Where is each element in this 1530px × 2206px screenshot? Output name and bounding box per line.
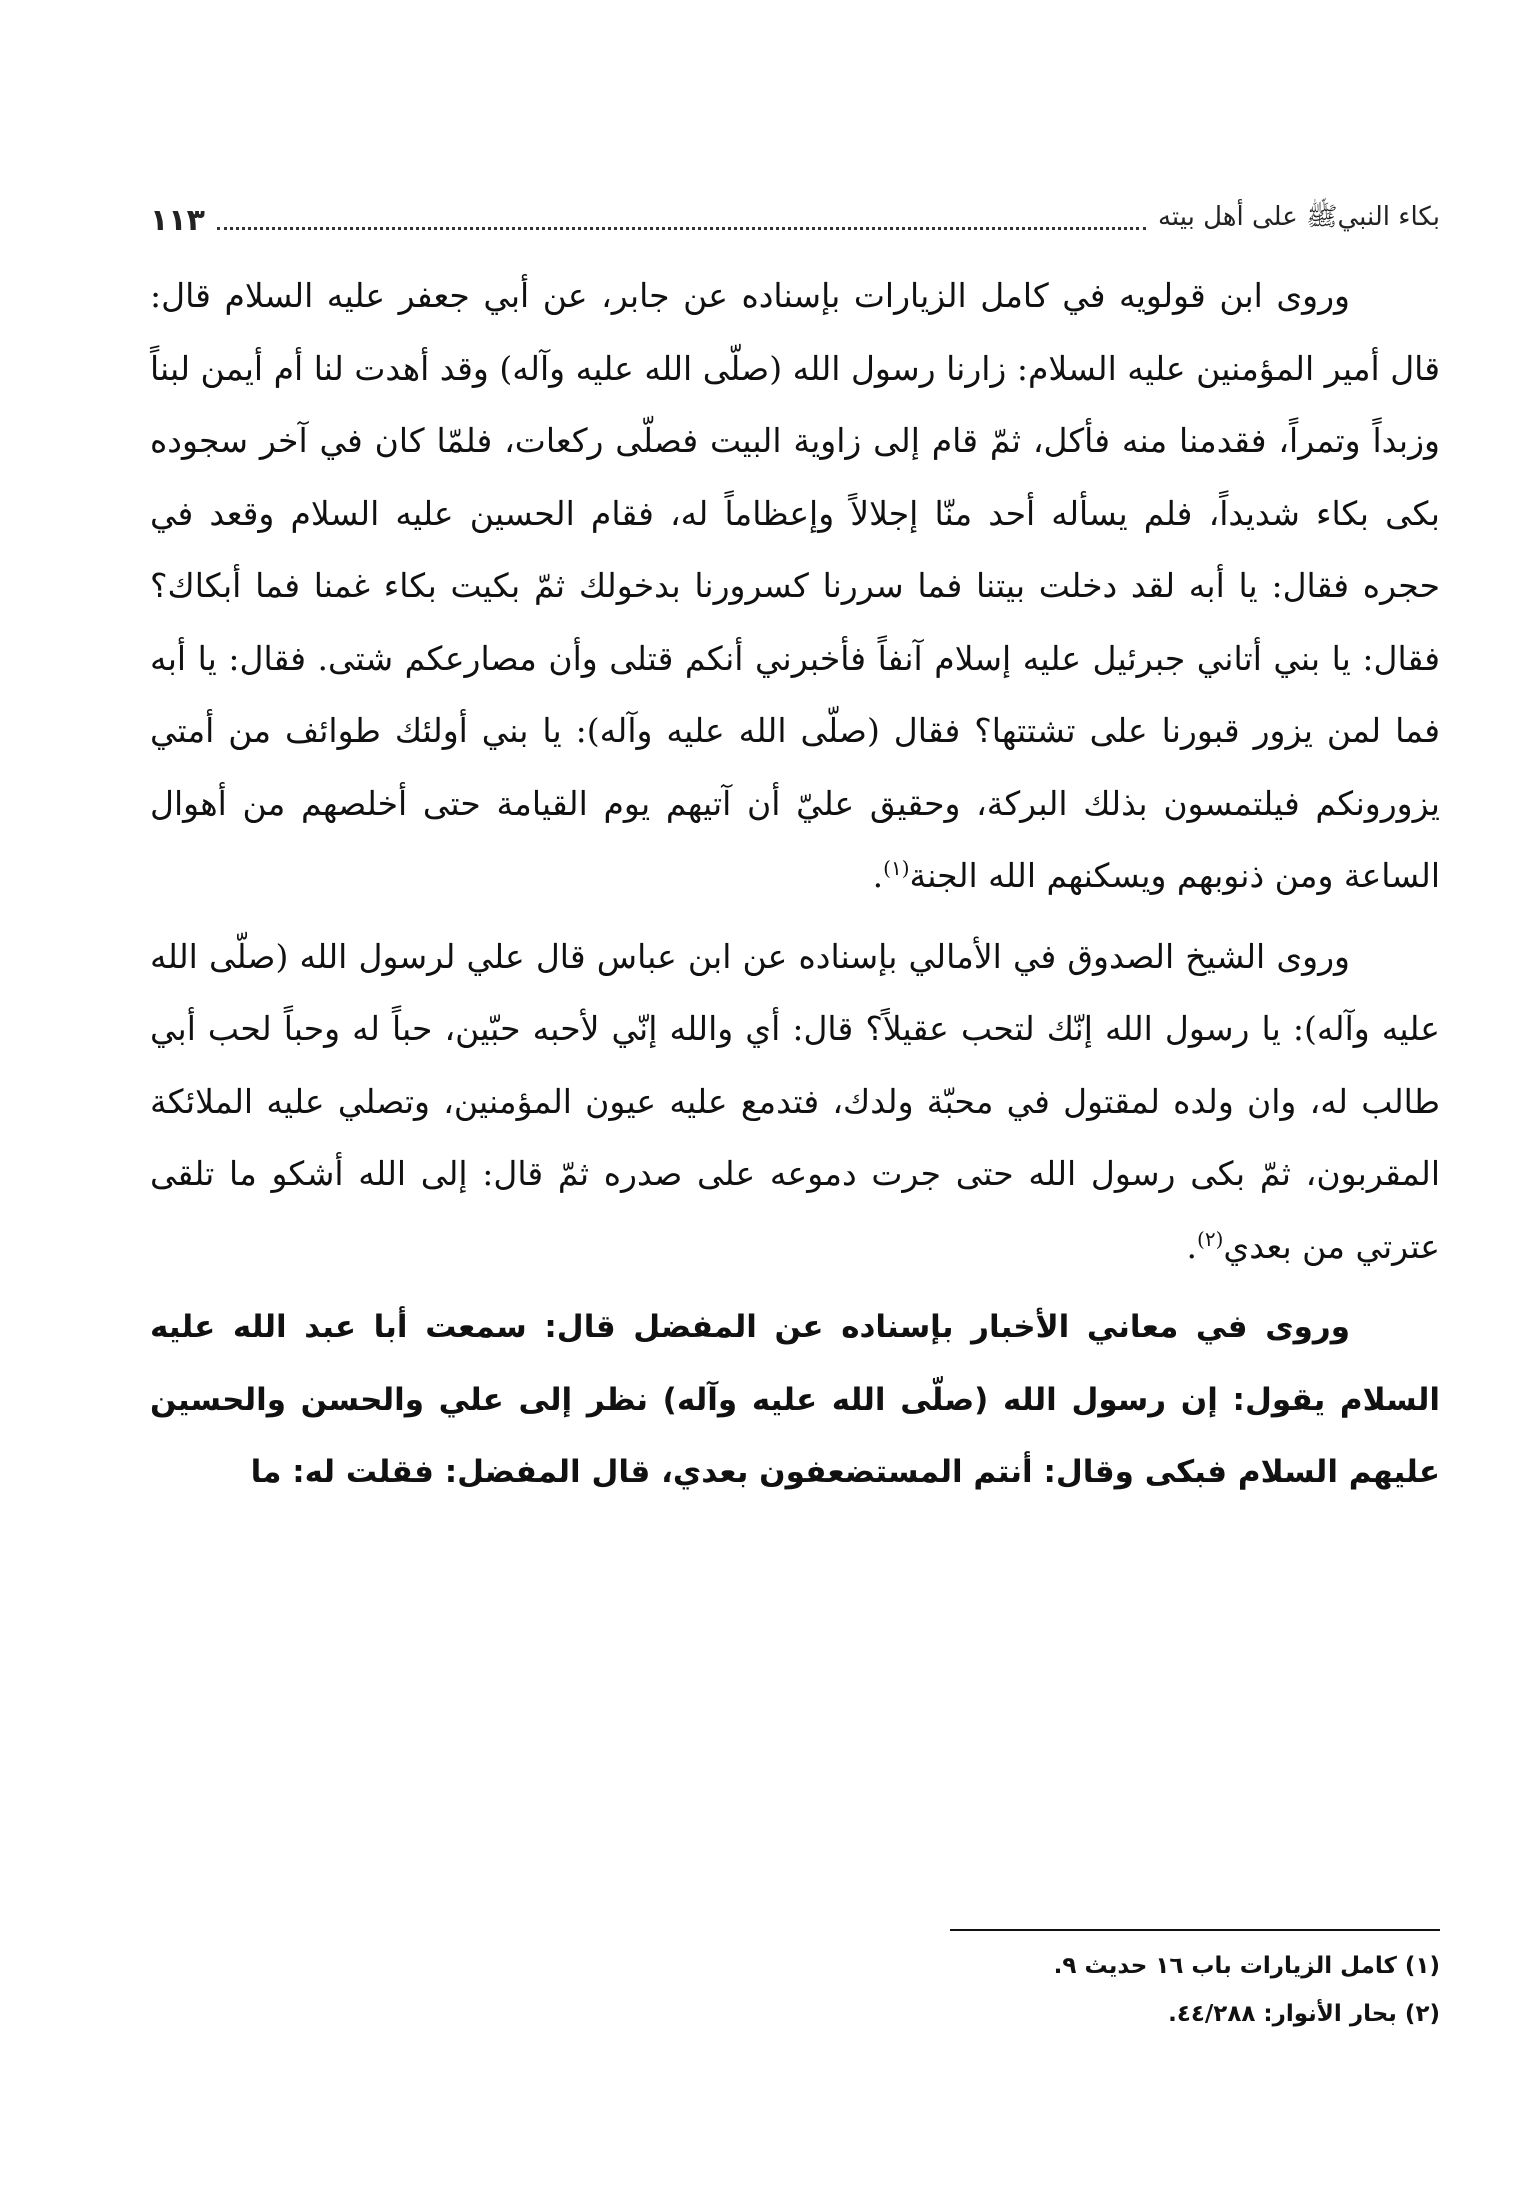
- footnote-2: (٢) بحار الأنوار: ٤٤/٢٨٨.: [1168, 2001, 1440, 2027]
- page-number: ١١٣: [150, 203, 205, 238]
- header-dot-leader: [217, 227, 1146, 230]
- footnote-divider: [950, 1929, 1440, 1931]
- book-page: [150, 150, 1440, 2130]
- paragraph-3: [150, 1291, 1440, 1509]
- footnote-ref-1: (١): [883, 856, 910, 880]
- header-title: بكاء النبيﷺ على أهل بيته: [1157, 202, 1440, 232]
- footnote-ref-2: (٢): [1197, 1226, 1224, 1251]
- footnotes: [150, 1942, 1440, 2038]
- paragraph-3-text: وروى في معاني الأخبار بإسناده عن المفضل قال: سمعت أبا عبد الله عليه السلام يقول: إن رسول الله (صلّى الله عليه وآله) نظر إلى علي والحسن والحسين عليهم السلام فبكى وقال: أنتم المستضعفون بعدي، قال المفضل: فقلت له: ما: [150, 1309, 1440, 1490]
- body-text: [150, 260, 1440, 1517]
- paragraph-1-text: وروى ابن قولويه في كامل الزيارات بإسناده عن جابر، عن أبي جعفر عليه السلام قال: قال أمير المؤمنين عليه السلام: زارنا رسول الله (صلّى الله عليه وآله) وقد أهدت لنا أم أيمن لبناً وزبداً وتمراً، فقدمنا منه فأكل، ثمّ قام إلى زاوية البيت فصلّى ركعات، فلمّا كان في آخر سجوده بكى بكاء شديداً، فلم يسأله أحد منّا إجلالاً وإعظاماً له، فقام الحسين عليه السلام وقعد في حجره فقال: يا أبه لقد دخلت بيتنا فما سررنا كسرورنا بدخولك ثمّ بكيت بكاء غمنا فما أبكاك؟ فقال: يا بني أتاني جبرئيل عليه إسلام آنفاً فأخبرني أنكم قتلى وأن مصارعكم شتى. فقال: يا أبه فما لمن يزور قبورنا على تشتتها؟ فقال (صلّى الله عليه وآله): يا بني أولئك طوائف من أمتي يزورونكم فيلتمسون بذلك البركة، وحقيق عليّ أن آتيهم يوم القيامة حتى أخلصهم من أهوال الساعة ومن ذنوبهم ويسكنهم الله الجنة: [150, 276, 1440, 895]
- footnote-1: (١) كامل الزيارات باب ١٦ حديث ٩.: [1053, 1953, 1440, 1979]
- paragraph-1: وروى ابن قولويه في كامل الزيارات بإسناده عن جابر، عن أبي جعفر عليه السلام قال: قال أمير المؤمنين عليه السلام: زارنا رسول الله (صلّى الله عليه وآله) وقد أهدت لنا أم أيمن لبناً وزبداً وتمراً، فقدمنا منه فأكل، ثمّ قام إلى زاوية البيت فصلّى ركعات، فلمّا كان في آخر سجوده بكى بكاء شديداً، فلم يسأله أحد منّا إجلالاً وإعظاماً له، فقام الحسين عليه السلام وقعد في حجره فقال: يا أبه لقد دخلت بيتنا فما سررنا كسرورنا بدخولك ثمّ بكيت بكاء غمنا فما أبكاك؟ فقال: يا بني أتاني جبرئيل عليه إسلام آنفاً فأخبرني أنكم قتلى وأن مصارعكم شتى. فقال: يا أبه فما لمن يزور قبورنا على تشتتها؟ فقال (صلّى الله عليه وآله): يا بني أولئك طوائف من أمتي يزورونكم فيلتمسون بذلك البركة، وحقيق عليّ أن آتيهم يوم القيامة حتى أخلصهم من أهوال الساعة ومن ذنوبهم ويسكنهم الله الجنة$^{(١)}$.: [150, 276, 1440, 895]
- paragraph-2-text: وروى الشيخ الصدوق في الأمالي بإسناده عن ابن عباس قال علي لرسول الله (صلّى الله عليه وآله): يا رسول الله إنّك لتحب عقيلاً؟ قال: أي والله إنّي لأحبه حبّين، حباً له وحباً لحب أبي طالب له، وان ولده لمقتول في محبّة ولدك، فتدمع عليه عيون المؤمنين، وتصلي عليه الملائكة المقربون، ثمّ بكى رسول الله حتى جرت دموعه على صدره ثمّ قال: إلى الله أشكو ما تلقى عترتي من بعدي: [150, 936, 1440, 1266]
- paragraph-2: وروى الشيخ الصدوق في الأمالي بإسناده عن ابن عباس قال علي لرسول الله (صلّى الله عليه وآله): يا رسول الله إنّك لتحب عقيلاً؟ قال: أي والله إنّي لأحبه حبّين، حباً له وحباً لحب أبي طالب له، وان ولده لمقتول في محبّة ولدك، فتدمع عليه عيون المؤمنين، وتصلي عليه الملائكة المقربون، ثمّ بكى رسول الله حتى جرت دموعه على صدره ثمّ قال: إلى الله أشكو ما تلقى عترتي من بعدي$^{(٢)}$.: [150, 936, 1440, 1266]
- running-header: [150, 198, 1440, 238]
